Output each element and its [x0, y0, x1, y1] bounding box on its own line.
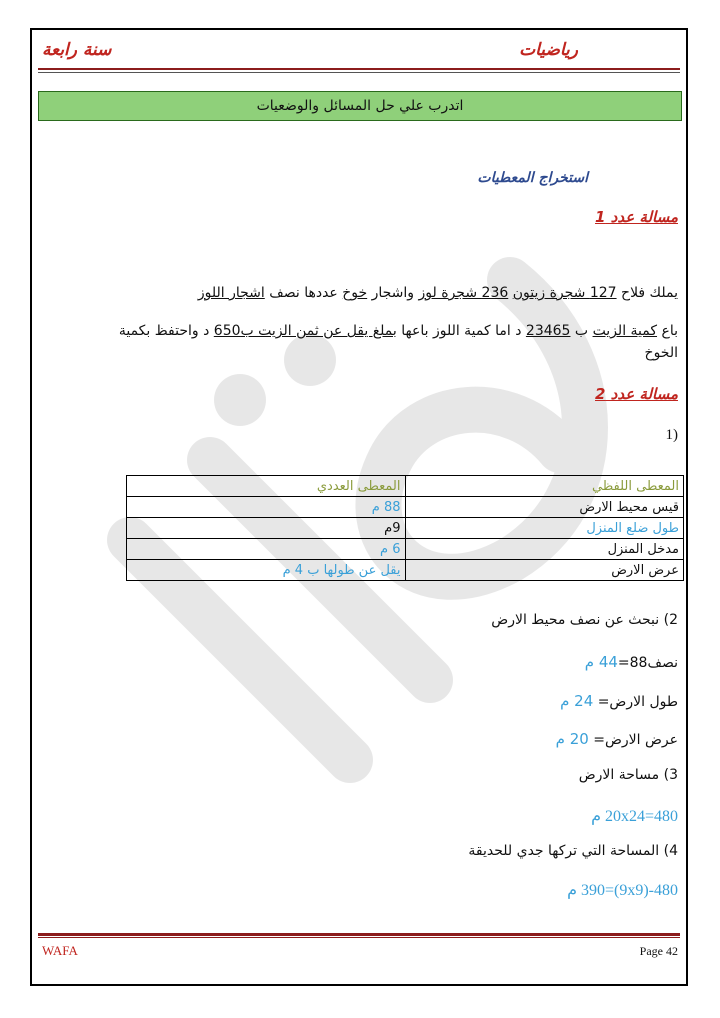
text-fragment: 127 شجرة زيتون: [512, 285, 617, 301]
text-fragment: 23465: [525, 323, 571, 339]
area-result: 20x24=480 م: [591, 808, 678, 825]
label: عرض الارض=: [593, 732, 678, 748]
text-fragment: واشجار: [367, 285, 419, 301]
problem-1-line-2: [119, 323, 678, 339]
question-2: 2) نبحث عن نصف محيط الارض: [491, 612, 678, 628]
value: 24 م: [560, 692, 594, 710]
table-cell: 9م: [127, 518, 406, 539]
problem-1-line-1: [198, 285, 678, 301]
table-cell: يقل عن طولها ب 4 م: [127, 560, 406, 581]
length-line: [560, 692, 678, 710]
garden-result: 480-(9x9)=390 م: [567, 882, 678, 899]
table-row: [127, 539, 684, 560]
problem-1-line-3: الخوخ: [644, 345, 678, 361]
header-divider: [38, 68, 680, 70]
text-fragment: يملك فلاح: [616, 285, 678, 301]
table-cell: طول ضلع المنزل: [405, 518, 684, 539]
footer-divider-thin: [38, 937, 680, 938]
page-number: Page 42: [639, 944, 678, 958]
problem-1-title: مسالة عدد 1: [595, 208, 678, 226]
question-4: 4) المساحة التي تركها جدي للحديقة: [468, 843, 678, 859]
question-3: 3) مساحة الارض: [578, 767, 678, 783]
half-perimeter-line: [585, 653, 678, 671]
text-fragment: عددها نصف: [264, 285, 343, 301]
text-fragment: 236 شجرة لوز: [418, 285, 509, 301]
table-header-row: [127, 476, 684, 497]
table-cell: عرض الارض: [405, 560, 684, 581]
header-divider-thin: [38, 72, 680, 73]
footer-author: WAFA: [42, 943, 78, 958]
text-fragment: باع: [657, 323, 678, 339]
table-row: [127, 518, 684, 539]
text-fragment: اشجار اللوز: [197, 285, 265, 301]
text-fragment: بملغ يقل عن ثمن الزيت ب650: [213, 323, 397, 339]
subject-label: رياضيات: [519, 40, 578, 60]
section-subtitle: استخراج المعطيات: [477, 170, 588, 186]
text-fragment: د واحتفظ بكمية: [118, 323, 214, 339]
question-1-label: (1: [665, 427, 678, 443]
value: 20 م: [555, 730, 589, 748]
table-header-cell: المعطى العددي: [127, 476, 406, 497]
value: 44 م: [584, 653, 618, 671]
grade-label: سنة رابعة: [42, 40, 112, 60]
page-title-banner: اتدرب علي حل المسائل والوضعيات: [38, 91, 682, 121]
text-fragment: د اما كمية اللوز باعها: [396, 323, 526, 339]
table-cell: 6 م: [127, 539, 406, 560]
table-row: [127, 560, 684, 581]
table-cell: 88 م: [127, 497, 406, 518]
text-fragment: خوخ: [342, 285, 368, 301]
table-cell: قيس محيط الارض: [405, 497, 684, 518]
table-cell: مدخل المنزل: [405, 539, 684, 560]
givens-table: [126, 475, 684, 581]
footer-divider: [38, 933, 680, 936]
table-row: [127, 497, 684, 518]
text-fragment: ب: [570, 323, 593, 339]
table-header-cell: المعطى اللفظي: [405, 476, 684, 497]
text-fragment: كمية الزيت: [592, 323, 658, 339]
label: نصف88=: [617, 655, 678, 671]
problem-2-title: مسالة عدد 2: [595, 385, 678, 403]
width-line: [556, 730, 678, 748]
label: طول الارض=: [597, 694, 678, 710]
